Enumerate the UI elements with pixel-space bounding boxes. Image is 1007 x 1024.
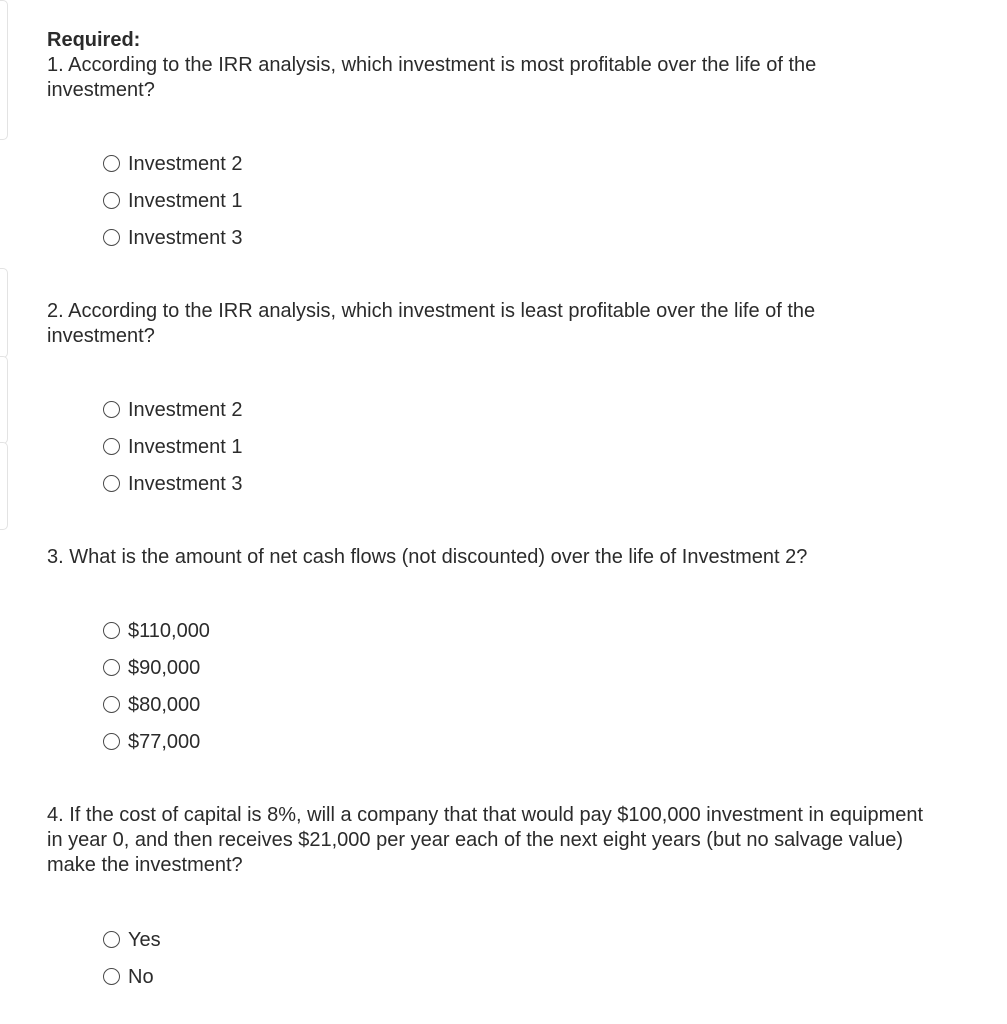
option-label: $110,000 [128,619,210,642]
option-label: $90,000 [128,656,201,679]
question-1-option-1[interactable] [103,145,243,182]
question-2-option-2[interactable] [103,428,243,465]
question-4-text: 4. If the cost of capital is 8%, will a company that that would pay $100,000 investment in equipment in year 0, and then receives $21,000 per year each of the next eight years (but no salvage value) make the investment? [47,804,924,876]
question-1-options [103,145,243,256]
option-label: Investment 2 [128,398,243,421]
option-label: Investment 1 [128,189,243,212]
required-heading: Required: [47,29,141,51]
option-label: Investment 3 [128,472,243,495]
question-3-options [103,612,210,760]
question-1-option-3[interactable] [103,219,243,256]
left-panel-edge [0,356,8,444]
question-2-option-3[interactable] [103,465,243,502]
radio-button-icon[interactable] [103,622,120,639]
radio-button-icon[interactable] [103,475,120,492]
question-2-text: 2. According to the IRR analysis, which investment is least profitable over the life of the investment? [47,300,816,347]
radio-button-icon[interactable] [103,733,120,750]
question-3-option-1[interactable] [103,612,210,649]
question-3-option-4[interactable] [103,723,210,760]
radio-button-icon[interactable] [103,401,120,418]
option-label: No [128,965,154,988]
question-4-options [103,921,161,995]
radio-button-icon[interactable] [103,931,120,948]
question-3-text: 3. What is the amount of net cash flows (not discounted) over the life of Investment 2? [47,546,808,568]
option-label: $77,000 [128,730,201,753]
question-1-option-2[interactable] [103,182,243,219]
radio-button-icon[interactable] [103,155,120,172]
option-label: Yes [128,928,161,951]
question-3-option-3[interactable] [103,686,210,723]
option-label: $80,000 [128,693,201,716]
question-4-option-2[interactable] [103,958,161,995]
radio-button-icon[interactable] [103,192,120,209]
option-label: Investment 3 [128,226,243,249]
option-label: Investment 2 [128,152,243,175]
radio-button-icon[interactable] [103,696,120,713]
left-panel-edge [0,0,8,140]
question-1-text: 1. According to the IRR analysis, which investment is most profitable over the life of the investment? [47,54,817,101]
radio-button-icon[interactable] [103,659,120,676]
radio-button-icon[interactable] [103,968,120,985]
question-4-option-1[interactable] [103,921,161,958]
radio-button-icon[interactable] [103,229,120,246]
radio-button-icon[interactable] [103,438,120,455]
question-2-option-1[interactable] [103,391,243,428]
question-2-options [103,391,243,502]
left-panel-edge [0,442,8,530]
question-3-option-2[interactable] [103,649,210,686]
left-panel-edge [0,268,8,358]
option-label: Investment 1 [128,435,243,458]
